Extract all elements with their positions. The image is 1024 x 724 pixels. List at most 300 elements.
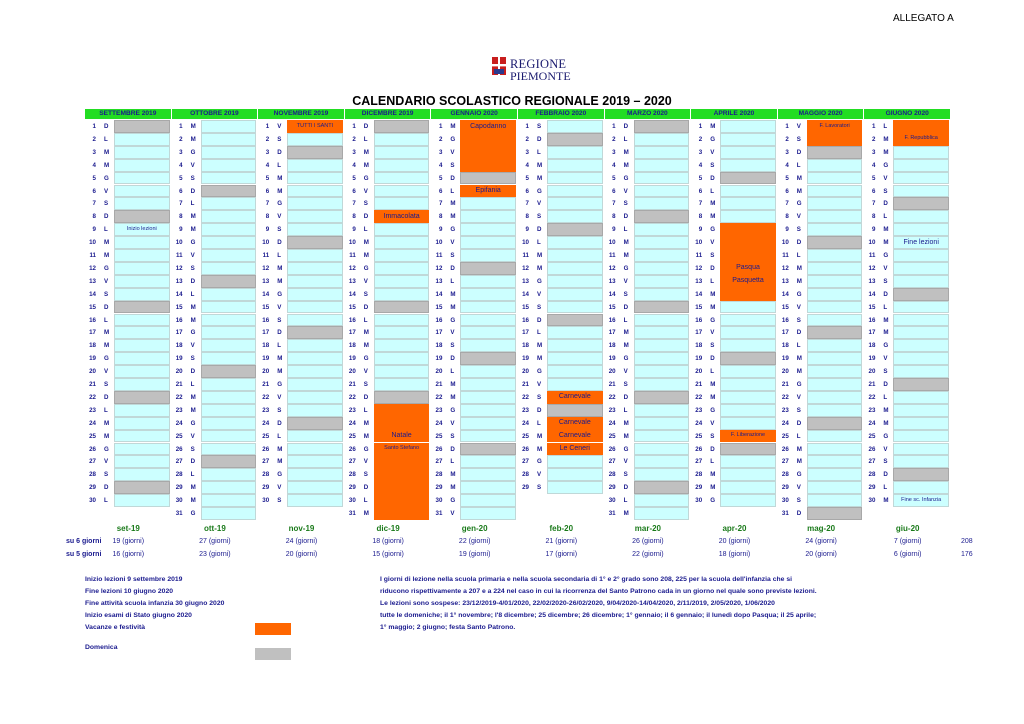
- day-letter: L: [796, 432, 801, 440]
- day-letter: L: [450, 458, 455, 466]
- day-number: 31: [608, 510, 616, 517]
- logo-text-regione: REGIONE: [510, 57, 567, 71]
- legend-swatch-domenica: [255, 648, 291, 660]
- day-number: 12: [695, 264, 703, 272]
- day-number: 1: [525, 123, 529, 130]
- day-letter: M: [190, 135, 196, 143]
- day-cell: [287, 210, 343, 223]
- day-cell: [287, 494, 343, 507]
- day-number: 16: [262, 316, 270, 324]
- totals-6days-value: 27 (giorni): [199, 538, 231, 545]
- day-number: 21: [608, 381, 616, 388]
- day-letter: S: [623, 290, 628, 298]
- day-label: Carnevale: [558, 432, 591, 440]
- day-letter: S: [450, 432, 455, 440]
- totals-row1-label: su 6 giorni: [66, 538, 102, 545]
- day-number: 2: [525, 135, 529, 143]
- day-cell: [114, 494, 170, 507]
- day-letter: G: [537, 368, 542, 376]
- day-letter: M: [537, 445, 543, 453]
- day-number: 30: [262, 497, 270, 505]
- day-number: 17: [781, 329, 789, 337]
- day-cell: [374, 314, 430, 327]
- day-cell: [893, 339, 949, 352]
- day-label: Epifania: [475, 187, 501, 194]
- day-cell: [634, 236, 690, 249]
- day-cell: [634, 417, 690, 430]
- day-number: 18: [348, 342, 356, 350]
- day-cell: [634, 223, 690, 236]
- day-cell: [893, 262, 949, 275]
- day-letter: L: [710, 458, 714, 466]
- day-letter: D: [710, 445, 715, 453]
- day-cell: [807, 339, 863, 352]
- day-letter: L: [883, 213, 888, 221]
- day-letter: D: [796, 148, 802, 156]
- day-number: 23: [608, 406, 616, 414]
- day-number: 18: [175, 342, 183, 350]
- day-number: 18: [868, 342, 876, 350]
- day-label: Fine sc. Infanzia: [901, 496, 942, 503]
- day-number: 30: [89, 497, 96, 505]
- day-number: 20: [435, 368, 443, 376]
- day-letter: M: [277, 445, 283, 453]
- totals-5days-value: 18 (giorni): [718, 551, 751, 558]
- day-cell: [807, 481, 863, 494]
- day-number: 19: [435, 355, 443, 363]
- day-cell: [807, 223, 863, 236]
- day-letter: S: [537, 303, 542, 311]
- day-cell: [287, 443, 343, 456]
- day-letter: S: [623, 471, 628, 479]
- day-letter: M: [796, 458, 802, 466]
- day-cell: [634, 249, 690, 262]
- day-number: 9: [698, 226, 703, 234]
- day-letter: D: [796, 510, 802, 517]
- day-letter: M: [450, 393, 456, 401]
- day-number: 26: [608, 445, 616, 453]
- day-number: 22: [781, 393, 789, 401]
- day-cell: [893, 301, 949, 314]
- day-cell: [374, 352, 430, 365]
- day-cell: [201, 146, 257, 159]
- day-number: 24: [262, 419, 270, 427]
- day-letter: L: [190, 381, 195, 388]
- day-label: F. Liberazione: [730, 432, 766, 439]
- day-letter: S: [363, 471, 368, 479]
- day-number: 12: [348, 264, 356, 272]
- day-letter: D: [363, 123, 369, 130]
- day-number: 22: [175, 393, 183, 401]
- day-cell: [114, 468, 170, 481]
- totals-month-label: feb-20: [549, 524, 574, 533]
- day-number: 12: [868, 264, 876, 272]
- day-cell: [114, 275, 170, 288]
- day-letter: M: [796, 187, 802, 195]
- day-letter: M: [104, 419, 110, 427]
- day-cell: [547, 172, 603, 185]
- day-letter: S: [104, 290, 109, 298]
- day-number: 8: [698, 213, 703, 221]
- day-number: 12: [608, 264, 616, 272]
- day-letter: L: [277, 252, 281, 259]
- day-number: 12: [89, 264, 96, 272]
- day-cell: [720, 133, 776, 146]
- day-letter: D: [623, 303, 629, 311]
- day-letter: L: [363, 406, 368, 414]
- day-number: 8: [525, 213, 529, 221]
- day-cell: [114, 417, 170, 430]
- day-letter: V: [537, 200, 542, 208]
- day-number: 16: [435, 316, 443, 324]
- day-number: 22: [435, 393, 443, 401]
- day-cell: [807, 430, 863, 443]
- day-cell: [287, 455, 343, 468]
- day-letter: D: [537, 226, 542, 234]
- day-letter: V: [883, 264, 888, 272]
- day-number: 2: [698, 135, 703, 143]
- day-cell: [287, 236, 343, 249]
- day-cell: [893, 172, 949, 185]
- day-letter: D: [710, 355, 715, 363]
- day-number: 25: [435, 432, 443, 440]
- legend-swatch-vacanze: [255, 623, 291, 635]
- day-label: Immacolata: [383, 212, 420, 220]
- day-number: 27: [868, 458, 876, 466]
- day-cell: [287, 275, 343, 288]
- day-cell: [893, 378, 949, 391]
- day-number: 30: [608, 497, 616, 505]
- day-letter: M: [796, 174, 802, 182]
- day-number: 15: [608, 303, 616, 311]
- day-number: 14: [608, 290, 616, 298]
- day-cell: [893, 326, 949, 339]
- day-cell: [374, 494, 430, 507]
- day-letter: G: [537, 187, 542, 195]
- day-letter: M: [277, 355, 283, 363]
- day-letter: D: [190, 277, 196, 285]
- day-letter: S: [883, 277, 888, 285]
- day-number: 5: [352, 174, 356, 182]
- day-letter: L: [104, 316, 108, 324]
- day-letter: S: [710, 342, 715, 350]
- day-cell: [807, 146, 863, 159]
- day-cell: [460, 236, 516, 249]
- day-cell: [893, 481, 949, 494]
- day-letter: M: [710, 200, 716, 208]
- day-letter: M: [363, 432, 369, 440]
- month-header: FEBBRAIO 2020: [518, 109, 604, 119]
- day-number: 29: [522, 484, 529, 492]
- day-letter: S: [796, 135, 801, 143]
- day-number: 20: [695, 368, 703, 376]
- day-number: 11: [695, 252, 703, 259]
- day-number: 14: [868, 290, 876, 298]
- day-cell: [374, 378, 430, 391]
- page-title: CALENDARIO SCOLASTICO REGIONALE 2019 – 2020: [352, 94, 672, 108]
- day-cell: [634, 455, 690, 468]
- day-number: 6: [698, 187, 703, 195]
- day-cell: [374, 197, 430, 210]
- day-letter: V: [450, 239, 455, 247]
- day-number: 8: [785, 213, 789, 221]
- day-cell: [201, 417, 257, 430]
- day-cell: [460, 301, 516, 314]
- day-number: 9: [92, 226, 96, 234]
- day-cell: [547, 455, 603, 468]
- day-cell: [807, 288, 863, 301]
- day-letter: D: [537, 135, 542, 143]
- day-cell: [720, 249, 776, 262]
- day-letter: M: [104, 252, 110, 259]
- day-cell: [720, 378, 776, 391]
- day-number: 3: [179, 148, 183, 156]
- day-number: 6: [785, 187, 789, 195]
- day-number: 9: [179, 226, 183, 234]
- day-cell: [374, 223, 430, 236]
- day-number: 19: [868, 355, 876, 363]
- day-letter: M: [710, 381, 716, 388]
- day-letter: L: [104, 406, 108, 414]
- day-number: 13: [435, 277, 443, 285]
- day-cell: [201, 301, 257, 314]
- day-cell: [374, 301, 430, 314]
- day-cell: [287, 352, 343, 365]
- day-number: 3: [352, 148, 356, 156]
- day-cell: [201, 236, 257, 249]
- day-number: 9: [871, 226, 876, 234]
- day-number: 5: [265, 174, 270, 182]
- total-sum-5days: 176: [961, 551, 973, 558]
- day-letter: L: [710, 368, 714, 376]
- day-letter: V: [363, 368, 368, 376]
- day-cell: [114, 339, 170, 352]
- day-number: 5: [698, 174, 703, 182]
- day-letter: S: [363, 381, 368, 388]
- day-number: 25: [781, 432, 789, 440]
- day-cell: [807, 249, 863, 262]
- day-number: 16: [175, 316, 183, 324]
- day-cell: [720, 236, 776, 249]
- day-number: 28: [89, 471, 96, 479]
- day-letter: G: [277, 200, 283, 208]
- day-letter: V: [883, 355, 888, 363]
- totals-5days-value: 23 (giorni): [199, 551, 231, 558]
- day-cell: [287, 339, 343, 352]
- day-cell: [114, 430, 170, 443]
- day-cell: [460, 494, 516, 507]
- day-cell: [201, 352, 257, 365]
- day-letter: S: [883, 187, 888, 195]
- day-number: 30: [868, 497, 876, 505]
- day-number: 9: [525, 226, 529, 234]
- day-cell: [374, 159, 430, 172]
- day-letter: M: [450, 213, 456, 221]
- day-letter: G: [710, 406, 716, 414]
- day-number: 20: [89, 368, 96, 376]
- day-letter: V: [450, 329, 455, 337]
- day-letter: S: [796, 497, 801, 505]
- day-cell: [201, 468, 257, 481]
- day-number: 22: [89, 393, 96, 401]
- day-cell: [374, 288, 430, 301]
- day-label: Capodanno: [470, 122, 507, 130]
- day-letter: L: [623, 226, 628, 234]
- day-cell: [634, 391, 690, 404]
- day-cell: [374, 275, 430, 288]
- day-letter: D: [450, 174, 455, 182]
- day-cell: [460, 326, 516, 339]
- note-line-3: Le lezioni sono sospese: 23/12/2019-4/01/2020, 22/02/2020-26/02/2020, 9/04/2020-14/04/2020, 2/11/2019, 2/05/2020, 1/06/2020: [380, 600, 775, 607]
- day-letter: M: [450, 471, 456, 479]
- note-line-1: I giorni di lezione nella scuola primaria e nella scuola secondaria di 1° e 2° grado sono 208, 225 per la scuola dell'infanzia che si: [380, 576, 792, 583]
- day-letter: S: [796, 406, 801, 414]
- day-number: 30: [695, 497, 703, 505]
- totals-6days-value: 7 (giorni): [893, 538, 922, 545]
- day-number: 3: [92, 148, 96, 156]
- day-cell: [893, 443, 949, 456]
- day-number: 11: [349, 252, 356, 259]
- day-letter: G: [450, 135, 456, 143]
- day-letter: M: [277, 277, 283, 285]
- day-number: 23: [435, 406, 443, 414]
- day-cell: [201, 120, 257, 133]
- day-number: 19: [695, 355, 703, 363]
- day-letter: M: [190, 123, 196, 130]
- day-number: 29: [348, 484, 356, 492]
- day-number: 16: [868, 316, 876, 324]
- day-letter: G: [623, 445, 629, 453]
- day-number: 13: [608, 277, 616, 285]
- day-letter: S: [883, 368, 888, 376]
- day-number: 7: [438, 200, 443, 208]
- day-letter: M: [537, 161, 543, 169]
- day-cell: [374, 455, 430, 468]
- day-cell: [114, 314, 170, 327]
- day-number: 2: [438, 135, 443, 143]
- day-number: 31: [348, 510, 356, 517]
- day-number: 3: [785, 148, 789, 156]
- day-number: 1: [438, 123, 443, 130]
- day-letter: L: [277, 342, 281, 350]
- day-letter: S: [277, 316, 282, 324]
- day-letter: V: [710, 419, 715, 427]
- day-letter: M: [104, 432, 110, 440]
- totals-month-label: mag-20: [807, 524, 836, 533]
- day-number: 9: [785, 226, 789, 234]
- day-number: 24: [89, 419, 96, 427]
- day-cell: [893, 352, 949, 365]
- legend: [85, 574, 385, 654]
- totals-5days-value: 16 (giorni): [112, 551, 145, 558]
- day-cell: [547, 236, 603, 249]
- day-number: 28: [608, 471, 616, 479]
- day-letter: G: [710, 226, 716, 234]
- day-cell: [634, 185, 690, 198]
- day-cell: [114, 391, 170, 404]
- day-letter: M: [190, 484, 196, 492]
- day-letter: M: [190, 303, 196, 311]
- day-letter: V: [104, 277, 109, 285]
- day-number: 18: [781, 342, 789, 350]
- day-letter: V: [537, 381, 542, 388]
- day-letter: G: [537, 458, 542, 466]
- day-number: 12: [175, 264, 183, 272]
- day-cell: [460, 210, 516, 223]
- month-header: GENNAIO 2020: [431, 109, 517, 119]
- day-cell: [634, 288, 690, 301]
- day-letter: M: [537, 174, 543, 182]
- day-letter: M: [710, 484, 716, 492]
- day-cell: [807, 455, 863, 468]
- day-letter: M: [796, 264, 802, 272]
- day-letter: G: [796, 200, 802, 208]
- day-number: 22: [348, 393, 356, 401]
- day-number: 18: [522, 342, 529, 350]
- day-number: 28: [348, 471, 356, 479]
- day-letter: M: [883, 497, 889, 505]
- totals-month-label: gen-20: [461, 524, 488, 533]
- day-number: 20: [868, 368, 876, 376]
- day-cell: [460, 404, 516, 417]
- day-number: 17: [262, 329, 270, 337]
- day-number: 21: [435, 381, 443, 388]
- day-letter: S: [104, 200, 109, 208]
- day-letter: L: [277, 432, 281, 440]
- day-number: 3: [438, 148, 443, 156]
- day-cell: [547, 133, 603, 146]
- day-letter: M: [537, 432, 543, 440]
- day-letter: M: [796, 355, 802, 363]
- day-number: 1: [352, 123, 356, 130]
- day-letter: V: [623, 187, 628, 195]
- day-number: 15: [781, 303, 789, 311]
- day-letter: D: [796, 239, 802, 247]
- day-cell: [720, 417, 776, 430]
- day-cell: [201, 404, 257, 417]
- note-line-5: 1° maggio; 2 giugno; festa Santo Patrono.: [380, 624, 516, 631]
- day-letter: G: [623, 355, 629, 363]
- day-cell: [807, 159, 863, 172]
- day-letter: L: [363, 135, 368, 143]
- day-letter: D: [623, 123, 629, 130]
- day-letter: G: [363, 174, 369, 182]
- day-letter: M: [363, 148, 369, 156]
- day-cell: [374, 326, 430, 339]
- day-number: 26: [89, 445, 96, 453]
- day-cell: [201, 378, 257, 391]
- month-header: MAGGIO 2020: [778, 109, 864, 119]
- day-cell: [720, 494, 776, 507]
- day-letter: M: [277, 368, 283, 376]
- day-cell: [893, 288, 949, 301]
- day-letter: D: [796, 329, 802, 337]
- day-letter: M: [883, 316, 889, 324]
- day-letter: M: [190, 497, 196, 505]
- day-cell: [720, 455, 776, 468]
- day-cell: [634, 468, 690, 481]
- day-number: 29: [89, 484, 96, 492]
- day-letter: G: [710, 497, 716, 505]
- day-cell: [807, 417, 863, 430]
- day-cell: [201, 507, 257, 520]
- day-cell: [114, 159, 170, 172]
- day-cell: [893, 223, 949, 236]
- day-cell: [893, 455, 949, 468]
- day-cell: [201, 133, 257, 146]
- day-cell: [374, 262, 430, 275]
- day-number: 13: [175, 277, 183, 285]
